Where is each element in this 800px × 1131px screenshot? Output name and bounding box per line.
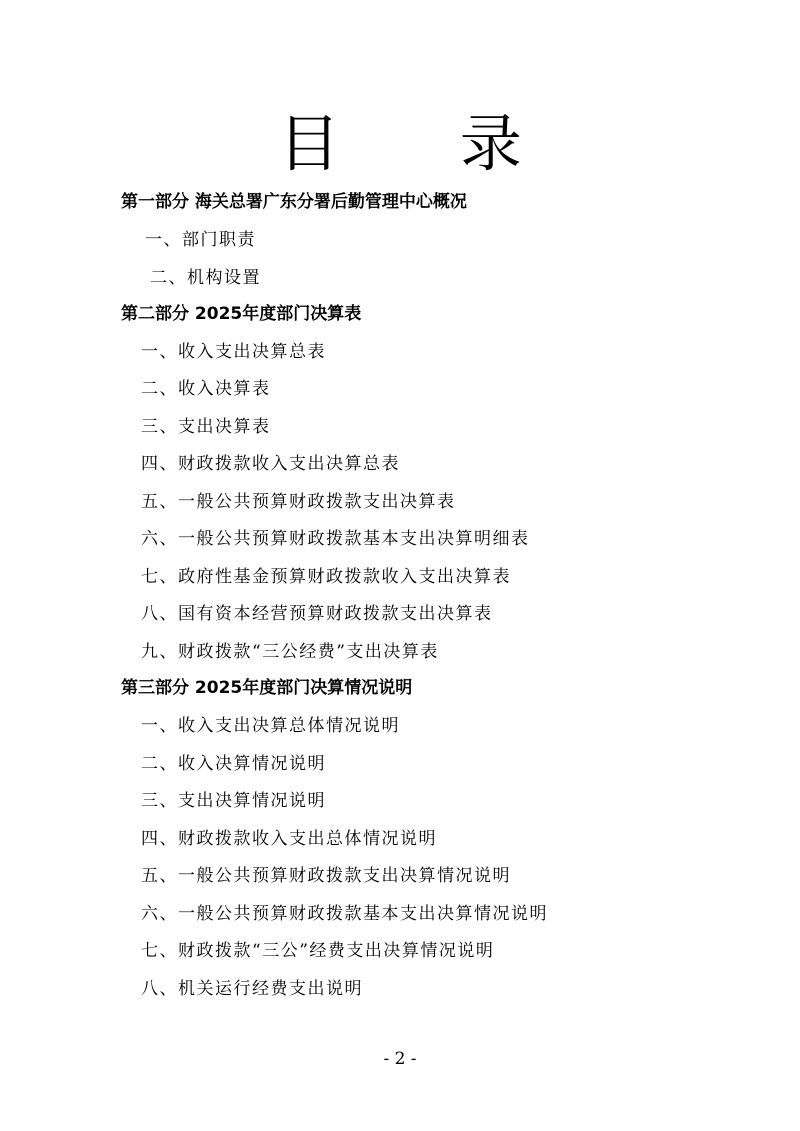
toc-item[interactable]: 六、一般公共预算财政拨款基本支出决算明细表: [141, 529, 530, 549]
toc-item[interactable]: 七、财政拨款“三公”经费支出决算情况说明: [141, 941, 495, 961]
toc-item[interactable]: 一、部门职责: [145, 230, 256, 250]
toc-item[interactable]: 九、财政拨款“三公经费”支出决算表: [141, 642, 439, 662]
toc-item[interactable]: 四、财政拨款收入支出总体情况说明: [141, 829, 437, 849]
toc-item[interactable]: 八、机关运行经费支出说明: [141, 979, 363, 999]
toc-item[interactable]: 一、收入支出决算总表: [141, 342, 326, 362]
toc-item[interactable]: 二、机构设置: [150, 268, 261, 288]
toc-item[interactable]: 五、一般公共预算财政拨款支出决算表: [141, 492, 456, 512]
toc-item[interactable]: 七、政府性基金预算财政拨款收入支出决算表: [141, 567, 511, 587]
toc-item[interactable]: 八、国有资本经营预算财政拨款支出决算表: [141, 604, 493, 624]
toc-part-3-heading[interactable]: 第三部分 2025年度部门决算情况说明: [121, 678, 413, 698]
toc-item[interactable]: 一、收入支出决算总体情况说明: [141, 716, 400, 736]
toc-item[interactable]: 五、一般公共预算财政拨款支出决算情况说明: [141, 866, 511, 886]
page-number: - 2 -: [383, 1049, 417, 1069]
toc-part-1-heading[interactable]: 第一部分 海关总署广东分署后勤管理中心概况: [121, 192, 467, 212]
toc-part-2-heading[interactable]: 第二部分 2025年度部门决算表: [121, 304, 362, 324]
toc-item[interactable]: 二、收入决算情况说明: [141, 754, 326, 774]
toc-item[interactable]: 三、支出决算表: [141, 417, 271, 437]
toc-item[interactable]: 四、财政拨款收入支出决算总表: [141, 454, 400, 474]
page-title: 目 录: [278, 107, 572, 180]
toc-item[interactable]: 二、收入决算表: [141, 379, 271, 399]
toc-item[interactable]: 六、一般公共预算财政拨款基本支出决算情况说明: [141, 904, 548, 924]
toc-item[interactable]: 三、支出决算情况说明: [141, 791, 326, 811]
